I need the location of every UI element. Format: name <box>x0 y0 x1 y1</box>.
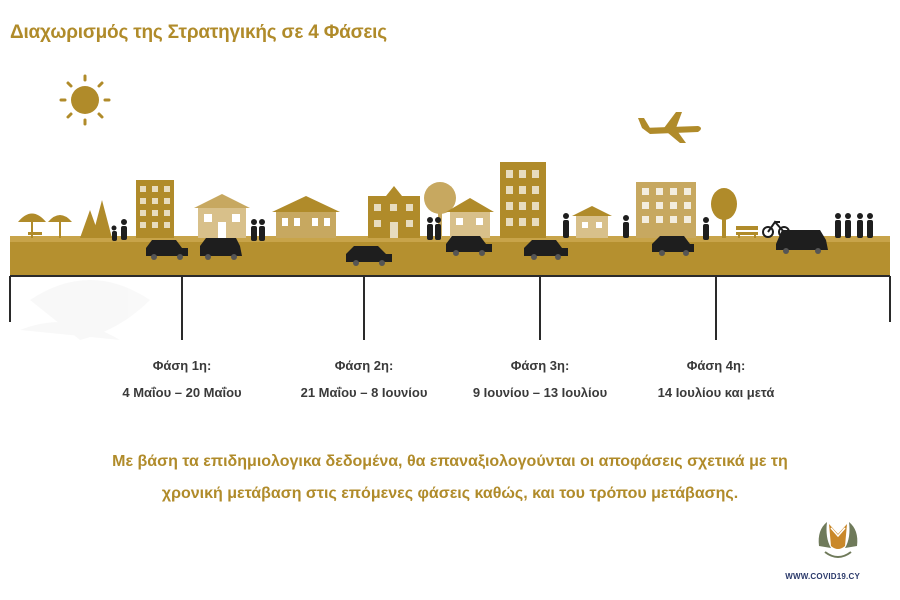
pedestrian-icon <box>435 217 441 240</box>
pedestrian-icon <box>867 213 873 238</box>
pedestrian-icon <box>259 219 265 241</box>
building-icon <box>500 162 546 238</box>
phase-1 <box>97 358 267 400</box>
pedestrian-icon <box>623 215 629 238</box>
sun-icon <box>61 76 109 124</box>
cyprus-emblem-icon <box>815 516 861 566</box>
tree-icon <box>711 188 737 238</box>
house-icon <box>272 196 340 238</box>
pedestrian-icon <box>112 226 118 242</box>
pedestrian-icon <box>251 219 257 241</box>
house-icon <box>194 194 250 238</box>
phase-2 <box>279 358 449 400</box>
pedestrian-icon <box>427 217 433 240</box>
pedestrian-icon <box>121 219 127 240</box>
pedestrian-icon <box>835 213 841 238</box>
info-message-line: χρονική μετάβαση στις επόμενες φάσεις καθώς, και του τρόπου μετάβασης. <box>161 485 739 502</box>
timeline <box>10 276 890 340</box>
umbrella-icon <box>18 214 72 239</box>
pedestrian-icon <box>857 213 863 238</box>
info-message <box>40 446 860 510</box>
phase-4 <box>631 358 801 400</box>
phase-label: Φάση 3η: <box>510 358 570 373</box>
watermark-wings <box>20 280 150 340</box>
phase-3 <box>455 358 625 400</box>
phase-dates: 9 Ιουνίου – 13 Ιουλίου <box>472 385 608 400</box>
phase-dates: 14 Ιουλίου και μετά <box>657 385 775 400</box>
house-icon <box>572 206 612 238</box>
website-link[interactable]: WWW.COVID19.CY <box>785 572 860 581</box>
phase-dates: 4 Μαΐου – 20 Μαΐου <box>122 385 242 400</box>
phase-label: Φάση 2η: <box>334 358 394 373</box>
building-icon <box>136 180 174 238</box>
pedestrian-icon <box>845 213 851 238</box>
page-title: Διαχωρισμός της Στρατηγικής σε 4 Φάσεις <box>10 22 387 43</box>
phase-label: Φάση 1η: <box>152 358 212 373</box>
info-message-line: Με βάση τα επιδημιολογικα δεδομένα, θα επαναξιολογούνται οι αποφάσεις σχετικά με τη <box>112 453 788 470</box>
tree-icon <box>80 200 112 238</box>
pedestrian-icon <box>703 217 709 240</box>
building-icon <box>368 186 420 238</box>
building-icon <box>636 182 696 238</box>
airplane-icon <box>638 112 701 143</box>
phase-dates: 21 Μαΐου – 8 Ιουνίου <box>300 385 428 400</box>
pedestrian-icon <box>563 213 569 238</box>
phase-label: Φάση 4η: <box>686 358 746 373</box>
